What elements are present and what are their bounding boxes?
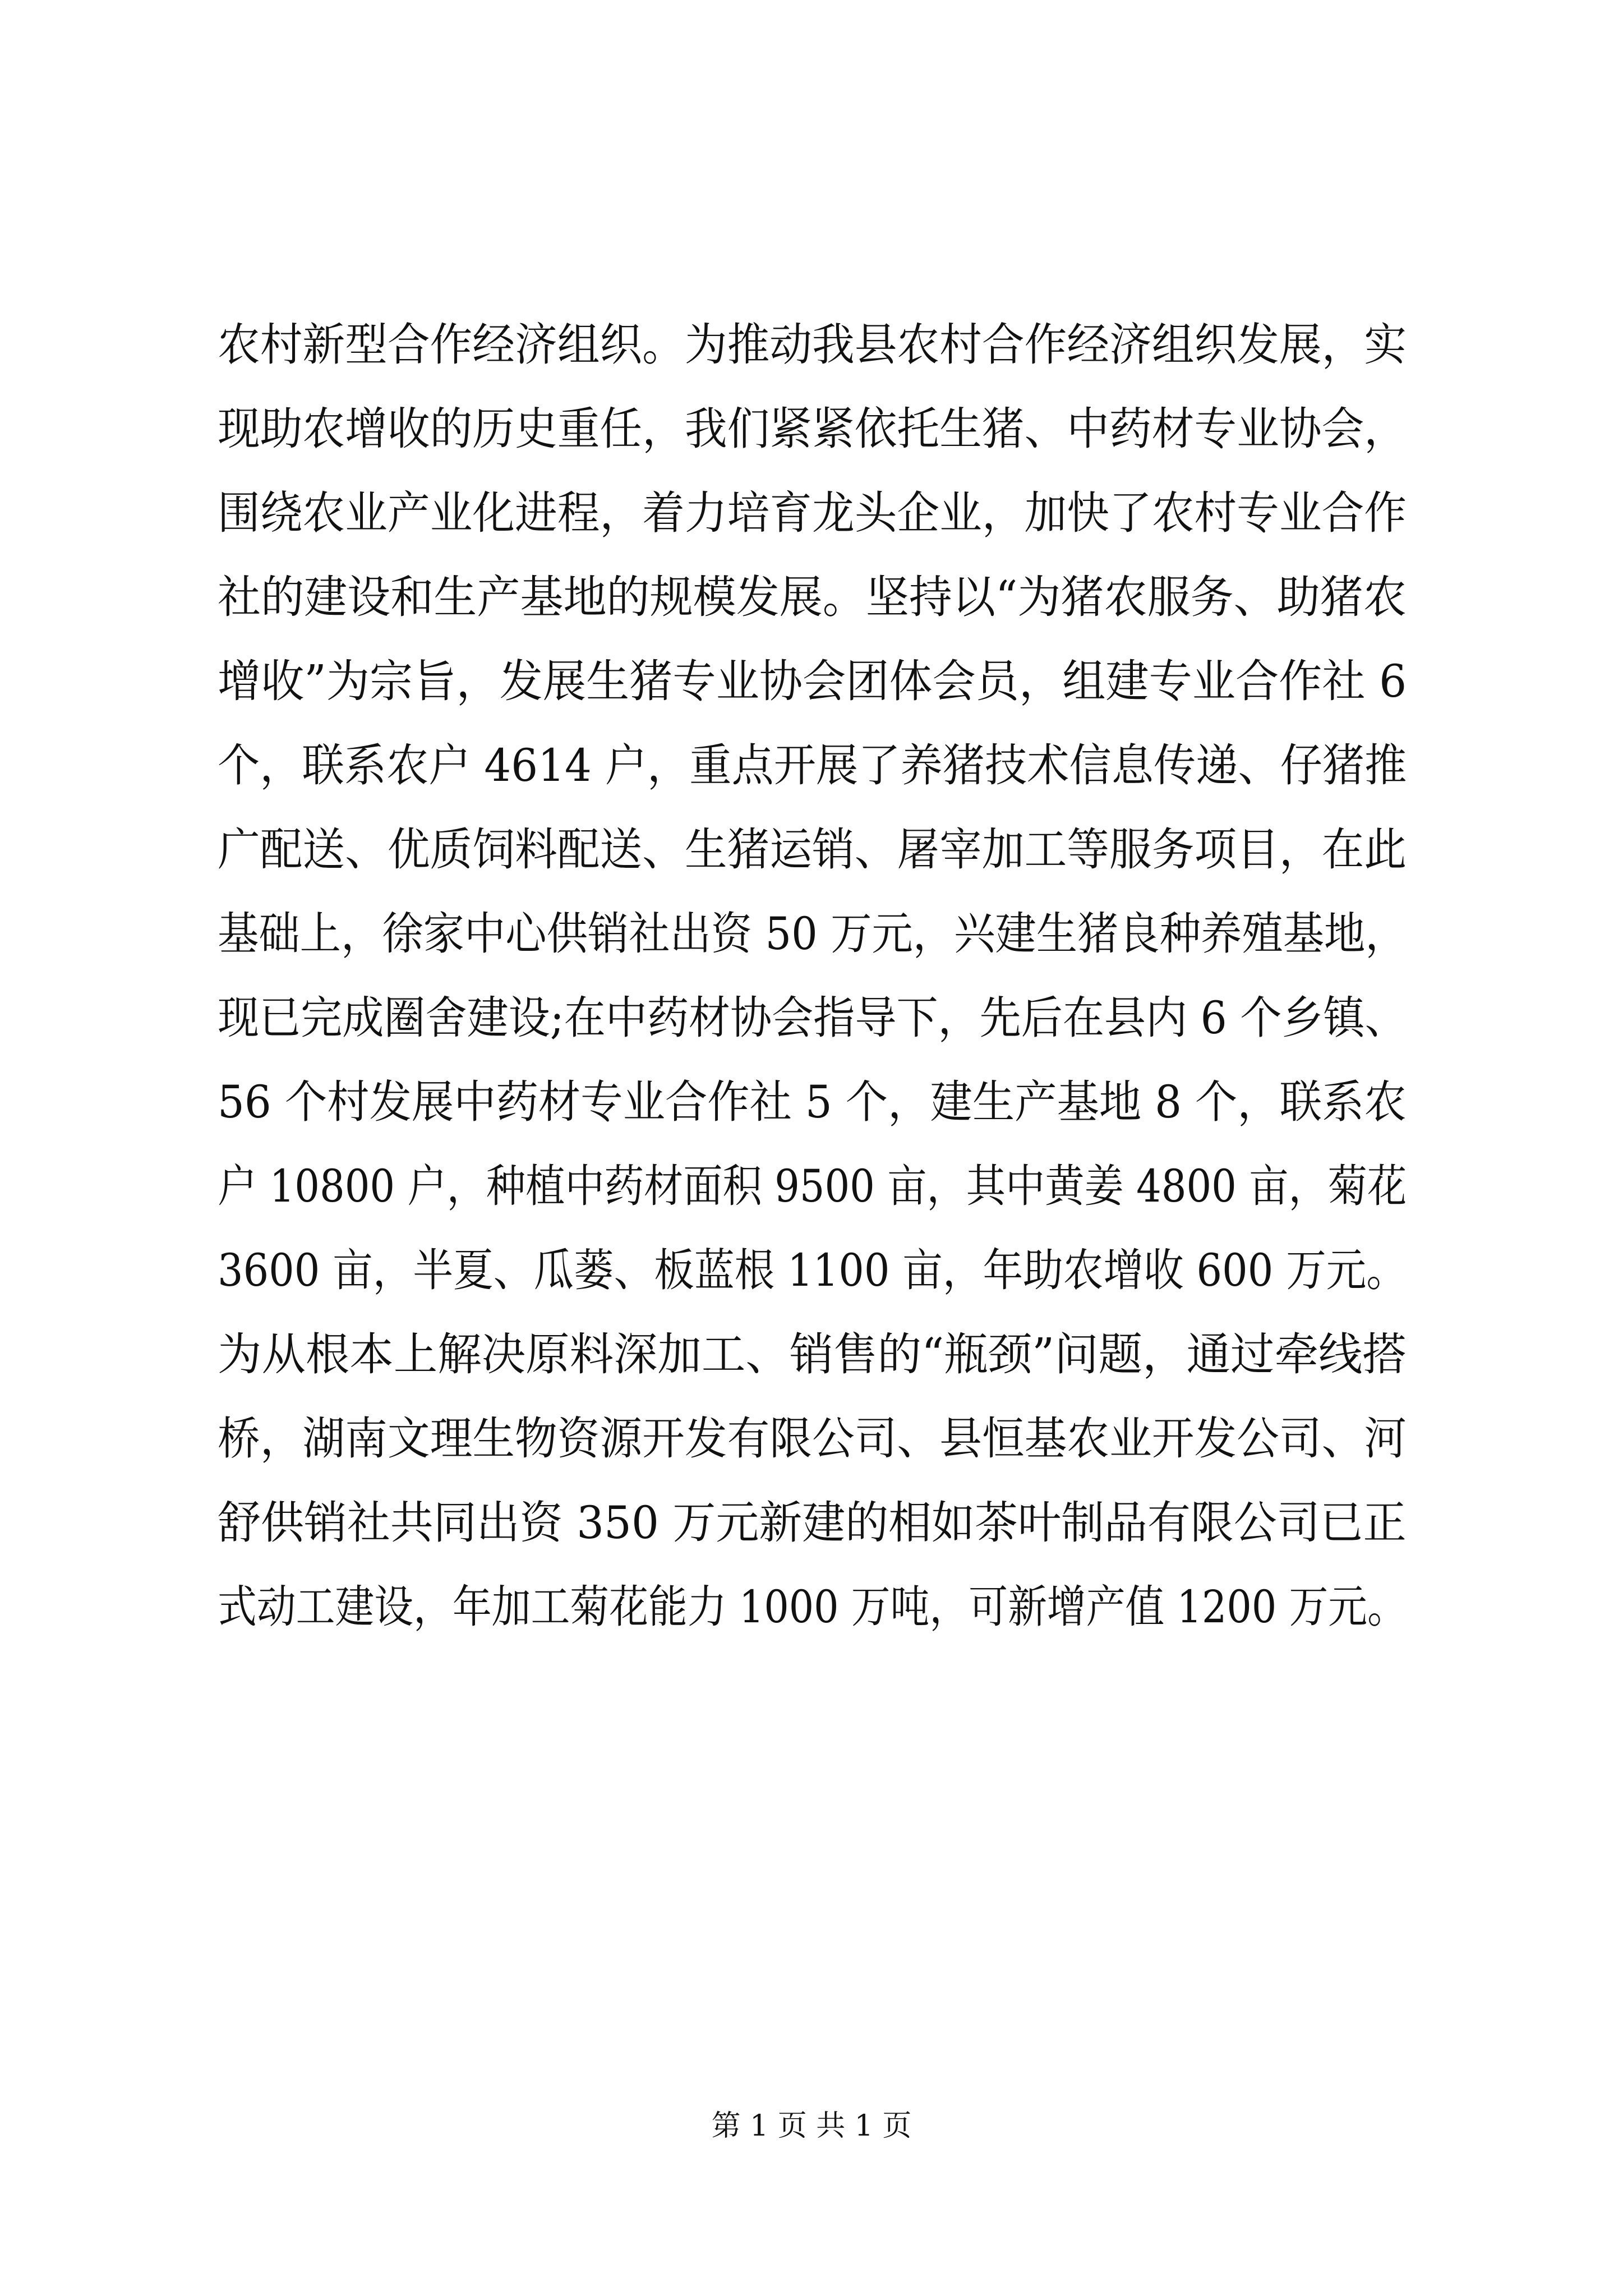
text-line: 桥，湖南文理生物资源开发有限公司、县恒基农业开发公司、河 — [218, 1412, 1407, 1465]
text-line: 3600 亩，半夏、瓜蒌、板蓝根 1100 亩，年助农增收 600 万元。 — [218, 1244, 1407, 1296]
text-line: 户 10800 户，种植中药材面积 9500 亩，其中黄姜 4800 亩，菊花 — [218, 1160, 1407, 1212]
page-footer: 第 1 页 共 1 页 — [711, 2109, 912, 2143]
text-line: 现已完成圈舍建设;在中药材协会指导下，先后在县内 6 个乡镇、 — [218, 992, 1407, 1044]
text-line: 56 个村发展中药材专业合作社 5 个，建生产基地 8 个，联系农 — [218, 1076, 1407, 1128]
text-line: 增收”为宗旨，发展生猪专业协会团体会员，组建专业合作社 6 — [218, 655, 1407, 707]
text-line: 为从根本上解决原料深加工、销售的“瓶颈”问题，通过牵线搭 — [218, 1328, 1407, 1381]
text-line: 基础上，徐家中心供销社出资 50 万元，兴建生猪良种养殖基地， — [218, 908, 1407, 960]
text-line: 式动工建设，年加工菊花能力 1000 万吨，可新增产值 1200 万元。 — [218, 1581, 1407, 1633]
text-line: 个，联系农户 4614 户，重点开展了养猪技术信息传递、仔猪推 — [218, 739, 1407, 792]
text-line: 农村新型合作经济组织。为推动我县农村合作经济组织发展，实 — [218, 319, 1407, 371]
text-line: 现助农增收的历史重任，我们紧紧依托生猪、中药材专业协会， — [218, 403, 1407, 455]
text-line: 围绕农业产业化进程，着力培育龙头企业，加快了农村专业合作 — [218, 487, 1407, 539]
text-line: 社的建设和生产基地的规模发展。坚持以“为猪农服务、助猪农 — [218, 571, 1407, 623]
text-line: 广配送、优质饲料配送、生猪运销、屠宰加工等服务项目，在此 — [218, 823, 1407, 876]
text-line: 舒供销社共同出资 350 万元新建的相如茶叶制品有限公司已正 — [218, 1497, 1407, 1549]
